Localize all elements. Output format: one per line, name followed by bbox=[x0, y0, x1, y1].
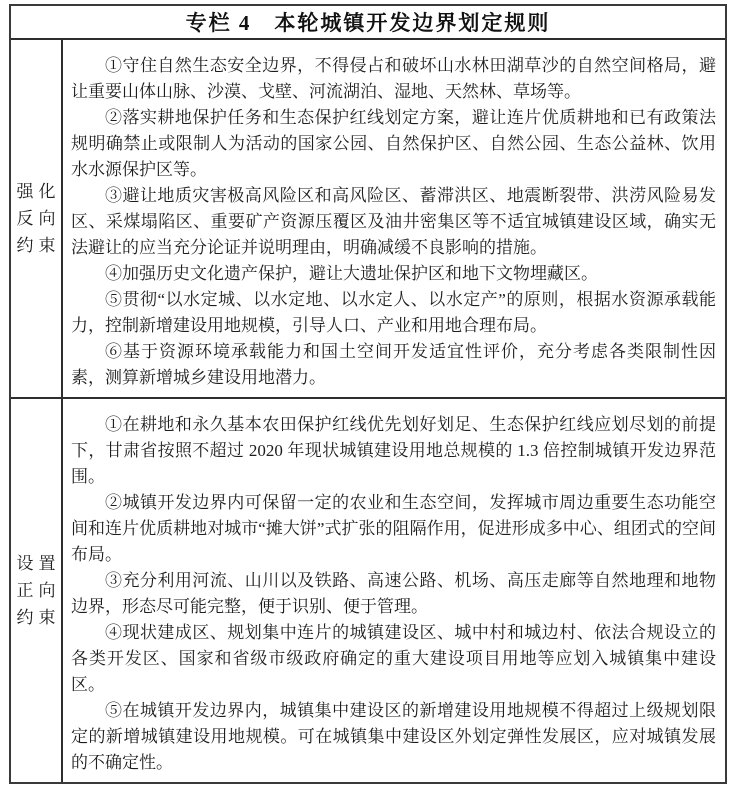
rule-item: ⑤在城镇开发边界内，城镇集中建设区的新增建设用地规模不得超过上级规划限定的新增城镇建设用地规模。可在城镇集中建设区外划定弹性发展区，应对城镇发展的不确定性。 bbox=[71, 701, 716, 772]
label-line: 反向 bbox=[16, 209, 61, 228]
rule-item: ③避让地质灾害极高风险区和高风险区、蓄滞洪区、地震断裂带、洪涝风险易发区、采煤塌陷区、重要矿产资源压覆区及油井密集区等不适宜城镇建设区域，确实无法避让的应当充分论证并说明理由，明确减缓不良影响的措施。 bbox=[71, 186, 716, 257]
label-line: 设置 bbox=[16, 554, 61, 573]
reverse-constraints-content bbox=[63, 40, 725, 397]
label-line: 约束 bbox=[16, 236, 61, 255]
rule-item: ④加强历史文化遗产保护，避让大遗址保护区和地下文物埋藏区。 bbox=[105, 264, 598, 283]
row-reverse-constraints bbox=[11, 40, 725, 399]
rule-item: ⑥基于资源环境承载能力和国土空间开发适宜性评价，充分考虑各类限制性因素，测算新增城乡建设用地潜力。 bbox=[71, 342, 716, 387]
row-positive-constraints bbox=[11, 399, 725, 782]
boundary-rules-panel bbox=[9, 4, 727, 784]
rule-item: ①在耕地和永久基本农田保护红线优先划好划足、生态保护红线应划尽划的前提下，甘肃省按照不超过 2020 年现状城镇建设用地总规模的 1.3 倍控制城镇开发边界范围。 bbox=[71, 415, 716, 486]
rule-item: ②落实耕地保护任务和生态保护红线划定方案，避让连片优质耕地和已有政策法规明确禁止或限制人为活动的国家公园、自然保护区、自然公园、生态公益林、饮用水水源保护区等。 bbox=[71, 108, 716, 179]
rule-item: ②城镇开发边界内可保留一定的农业和生态空间，发挥城市周边重要生态功能空间和连片优质耕地对城市“摊大饼”式扩张的阻隔作用，促进形成多中心、组团式的空间布局。 bbox=[71, 493, 716, 564]
rule-item: ④现状建成区、规划集中连片的城镇建设区、城中村和城边村、依法合规设立的各类开发区、国家和省级市级政府确定的重大建设项目用地等应划入城镇集中建设区。 bbox=[71, 623, 716, 694]
label-line: 强化 bbox=[16, 182, 61, 201]
label-line: 正向 bbox=[16, 581, 61, 600]
positive-constraints-content bbox=[63, 399, 725, 782]
rule-item: ①守住自然生态安全边界，不得侵占和破坏山水林田湖草沙的自然空间格局，避让重要山体山脉、沙漠、戈壁、河流湖泊、湿地、天然林、草场等。 bbox=[71, 56, 716, 101]
rule-item: ③充分利用河流、山川以及铁路、高速公路、机场、高压走廊等自然地理和地物边界，形态尽可能完整，便于识别、便于管理。 bbox=[71, 571, 716, 616]
label-line: 约束 bbox=[16, 608, 61, 627]
panel-title: 专栏 4 本轮城镇开发边界划定规则 bbox=[11, 6, 725, 40]
row-label-positive-constraints bbox=[11, 399, 63, 782]
rule-item: ⑤贯彻“以水定城、以水定地、以水定人、以水定产”的原则，根据水资源承载能力，控制新增建设用地规模，引导人口、产业和用地合理布局。 bbox=[71, 290, 716, 335]
row-label-reverse-constraints bbox=[11, 40, 63, 397]
